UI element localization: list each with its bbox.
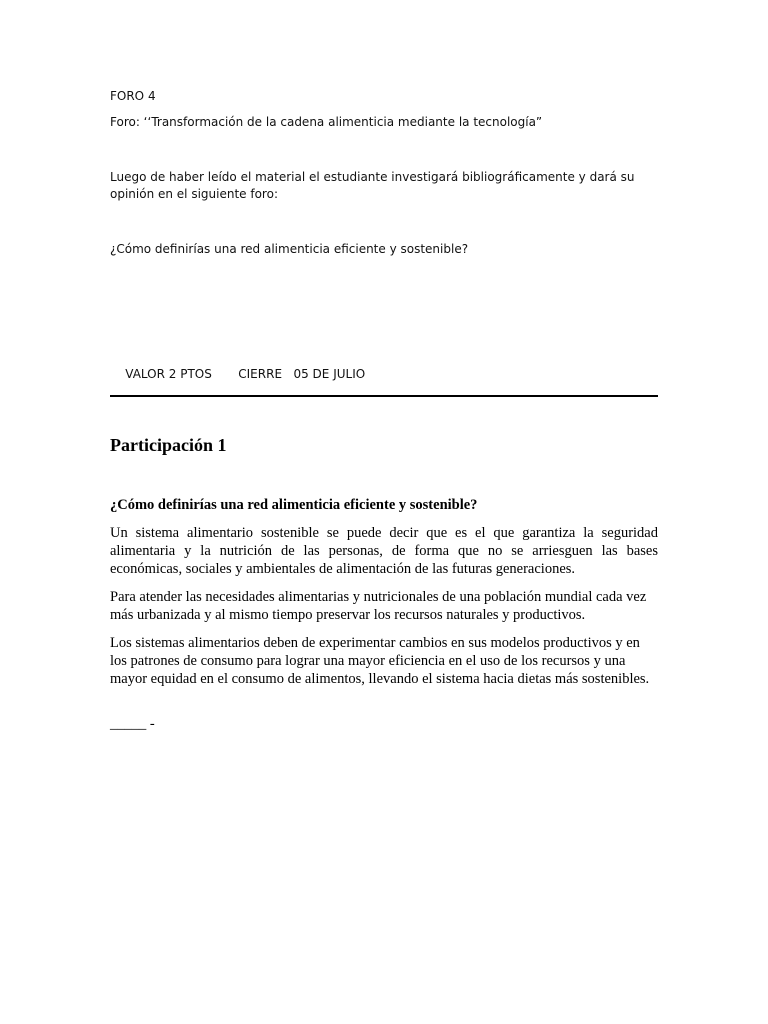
participation-heading: Participación 1 [110, 435, 227, 455]
forum-instructions: Luego de haber leído el material el estudiante investigará bibliográficamente y dará su opinión en el siguiente foro: [110, 170, 635, 201]
horizontal-rule [110, 395, 658, 397]
forum-question: ¿Cómo definirías una red alimenticia eficiente y sostenible? [110, 242, 469, 256]
value-label: VALOR 2 PTOS [125, 367, 212, 381]
close-date-label: CIERRE 05 DE JULIO [238, 367, 366, 381]
participation-question: ¿Cómo definirías una red alimenticia eficiente y sostenible? [110, 497, 478, 513]
forum-number: FORO 4 [110, 89, 156, 103]
value-close-row [110, 349, 365, 400]
forum-title: Foro: ‘‘Transformación de la cadena alimenticia mediante la tecnología” [110, 115, 543, 129]
participation-paragraph-1: Un sistema alimentario sostenible se puede decir que es el que garantiza la seguridad alimentaria y la nutrición de las personas, de forma que no se arriesguen las bases económicas, sociales y ambientales de alimentación de las futuras generaciones. [110, 525, 658, 577]
participation-paragraph-2: Para atender las necesidades alimentarias y nutricionales de una población mundial cada vez más urbanizada y al mismo tiempo preservar los recursos naturales y productivos. [110, 589, 647, 623]
signoff-line: _____ - [110, 716, 155, 732]
participation-paragraph-3: Los sistemas alimentarios deben de experimentar cambios en sus modelos productivos y en los patrones de consumo para lograr una mayor eficiencia en el uso de los recursos y una mayor equidad en el consumo de alimentos, llevando el sistema hacia dietas más sostenibles. [110, 635, 650, 687]
